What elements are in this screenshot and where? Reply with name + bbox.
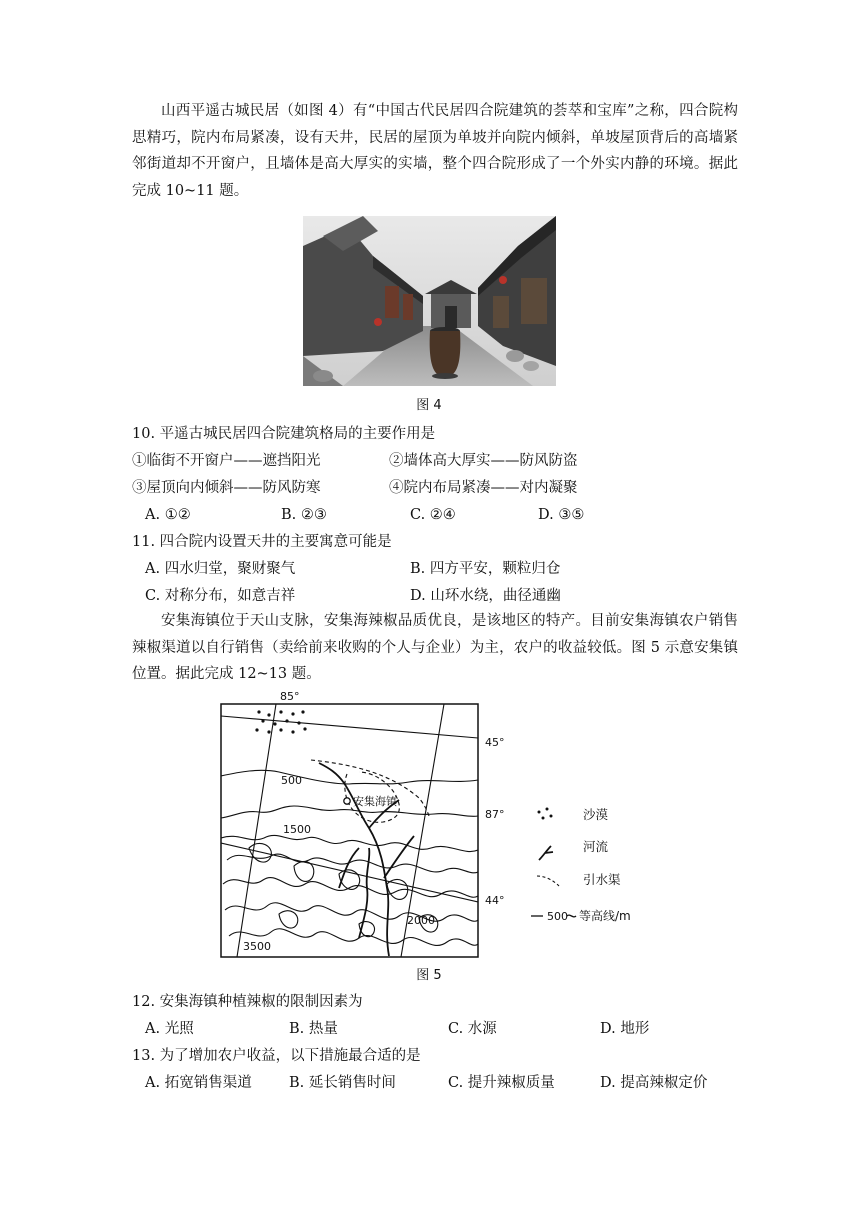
siheyuan-courtyard-photo <box>303 216 556 386</box>
town-label: 安集海镇 <box>353 795 397 808</box>
figure-4-caption: 图 4 <box>416 398 442 413</box>
contour-label-500: 500 <box>281 774 302 787</box>
desert-dots-icon <box>538 808 553 820</box>
contour-label-2000: 2000 <box>407 914 435 927</box>
q10-option-d: D. ③⑤ <box>538 507 585 523</box>
q13-option-b: B. 延长销售时间 <box>289 1075 396 1091</box>
legend-river-label: 河流 <box>583 839 609 854</box>
q10-option-a: A. ①② <box>145 507 191 523</box>
contour-line-icon <box>531 910 576 923</box>
q10-item-4: ④院内布局紧凑——对内凝聚 <box>389 480 578 496</box>
legend-desert-label: 沙漠 <box>583 807 609 822</box>
q12-option-b: B. 热量 <box>289 1021 338 1037</box>
q13-option-d: D. 提高辣椒定价 <box>600 1075 708 1091</box>
map-legend <box>531 807 631 923</box>
q13-option-a: A. 拓宽销售渠道 <box>145 1075 252 1091</box>
q12-option-d: D. 地形 <box>600 1021 650 1037</box>
question-11-stem: 11. 四合院内设置天井的主要寓意可能是 <box>132 534 392 550</box>
q12-option-a: A. 光照 <box>145 1021 194 1037</box>
anjihai-location-map <box>219 688 719 962</box>
lat-44-label: 44° <box>485 894 505 907</box>
river-icon <box>539 846 553 860</box>
legend-canal-label: 引水渠 <box>583 872 621 887</box>
contour-label-3500: 3500 <box>243 940 271 953</box>
figure-5-caption: 图 5 <box>416 968 442 983</box>
q10-option-b: B. ②③ <box>281 507 327 523</box>
question-10-stem: 10. 平遥古城民居四合院建筑格局的主要作用是 <box>132 426 436 442</box>
q11-option-b: B. 四方平安，颗粒归仓 <box>410 561 561 577</box>
question-12-stem: 12. 安集海镇种植辣椒的限制因素为 <box>132 994 363 1010</box>
q10-item-2: ②墙体高大厚实——防风防盗 <box>389 453 578 469</box>
passage-siheyuan: 山西平遥古城民居（如图 4）有“中国古代民居四合院建筑的荟萃和宝库”之称，四合院构思精巧，院内布局紧凑，设有天井，民居的屋顶为单坡并向院内倾斜，单坡屋顶背后的高墙紧邻街道却不开窗户，且墙体是高大厚实的实墙，整个四合院形成了一个外实内静的环境。据此完成 10~11 题。 <box>132 103 738 199</box>
lon-87-label: 87° <box>485 808 505 821</box>
q10-item-3: ③屋顶向内倾斜——防风防寒 <box>132 480 321 496</box>
q13-option-c: C. 提升辣椒质量 <box>448 1075 555 1091</box>
map-frame <box>221 704 478 957</box>
question-13-stem: 13. 为了增加农户收益，以下措施最合适的是 <box>132 1048 421 1064</box>
q10-item-1: ①临街不开窗户——遮挡阳光 <box>132 453 321 469</box>
lon-85-label: 85° <box>280 690 300 703</box>
contour-label-1500: 1500 <box>283 823 311 836</box>
q12-option-c: C. 水源 <box>448 1021 497 1037</box>
legend-contour-value: 500 <box>547 910 568 923</box>
q11-option-c: C. 对称分布，如意吉祥 <box>145 588 296 604</box>
q10-option-c: C. ②④ <box>410 507 456 523</box>
legend-contour-label: 等高线/m <box>579 909 631 923</box>
q11-option-a: A. 四水归堂，聚财聚气 <box>145 561 296 577</box>
lat-45-label: 45° <box>485 736 505 749</box>
q11-option-d: D. 山环水绕，曲径通幽 <box>410 588 561 604</box>
passage-anjihai: 安集海镇位于天山支脉，安集海辣椒品质优良，是该地区的特产。目前安集海镇农户销售辣椒渠道以自行销售（卖给前来收购的个人与企业）为主，农户的收益较低。图 5 示意安集镇位置。据此完成 12~13 题。 <box>132 613 738 682</box>
anjihai-town-marker <box>344 798 350 804</box>
canal-dashed-icon <box>537 876 559 886</box>
